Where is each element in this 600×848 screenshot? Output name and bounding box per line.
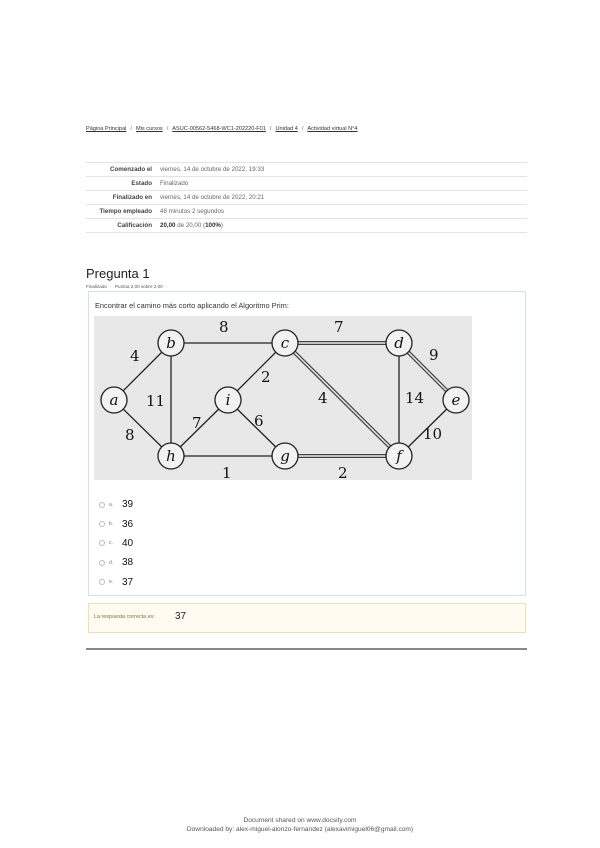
answer-option[interactable] (99, 573, 133, 592)
graph-node-label: a (109, 391, 119, 409)
question-state: Finalizado (86, 284, 107, 289)
graph-node-label: c (280, 334, 290, 352)
graph-weight: 9 (429, 346, 439, 364)
graph-weight: 7 (192, 414, 202, 432)
summary-row-time (86, 205, 527, 219)
breadcrumb-unit-link[interactable]: Unidad 4 (275, 126, 298, 132)
grade-suffix: de 20,00 ( (177, 222, 206, 229)
summary-label: Estado (131, 180, 152, 187)
radio-icon[interactable] (99, 540, 105, 546)
graph-node-label: g (280, 447, 290, 465)
graph-node-label: i (225, 391, 231, 409)
grade-close: ) (220, 222, 223, 229)
radio-icon[interactable] (99, 579, 105, 585)
radio-icon[interactable] (99, 560, 105, 566)
summary-value: viernes, 14 de octubre de 2022, 19:33 (160, 166, 265, 173)
graph-weight: 10 (423, 425, 443, 443)
answer-option[interactable] (99, 514, 133, 533)
attempt-summary-table (86, 162, 527, 233)
graph-weight: 2 (261, 368, 271, 386)
answer-list (99, 495, 133, 592)
feedback-label: La respuesta correcta es: (94, 614, 155, 620)
breadcrumb-separator: / (301, 126, 304, 132)
answer-option[interactable] (99, 553, 133, 572)
answer-value: 38 (122, 557, 134, 569)
summary-row-grade (86, 219, 527, 233)
breadcrumb-home-link[interactable]: Página Principal (86, 126, 127, 132)
answer-option[interactable] (99, 534, 133, 553)
graph-node-label: b (166, 334, 176, 352)
graph-weight: 2 (338, 464, 348, 480)
question-points: Puntúa 2,00 sobre 2,00 (114, 284, 163, 289)
answer-letter: d. (109, 559, 114, 566)
graph-weight: 1 (222, 464, 232, 480)
graph-weight: 4 (318, 389, 328, 407)
answer-value: 40 (122, 537, 134, 549)
answer-value: 36 (122, 518, 134, 530)
graph-node-label: e (451, 391, 461, 409)
graph-weight: 8 (125, 426, 135, 444)
summary-value: viernes, 14 de octubre de 2022, 20:21 (160, 194, 265, 201)
breadcrumb-activity-link[interactable]: Actividad virtual N°4 (307, 126, 358, 132)
radio-icon[interactable] (99, 502, 105, 508)
grade-score: 20,00 (160, 222, 176, 229)
answer-letter: c. (109, 540, 113, 547)
summary-label: Finalizado en (112, 194, 152, 201)
graph-node-label: f (396, 447, 402, 465)
summary-label: Tiempo empleado (99, 208, 152, 215)
answer-letter: e. (109, 579, 114, 586)
answer-option[interactable] (99, 495, 133, 514)
grade-percent: 100% (205, 222, 221, 229)
summary-row-finished (86, 191, 527, 205)
breadcrumb-separator: / (130, 126, 132, 132)
summary-value: Finalizado (160, 180, 189, 187)
breadcrumb-separator: / (269, 126, 272, 132)
question-info (86, 284, 171, 289)
answer-letter: b. (109, 521, 114, 528)
breadcrumb-course-link[interactable]: ASUC-00562-5468-WC1-202220-F01 (172, 126, 266, 132)
radio-icon[interactable] (99, 521, 105, 527)
breadcrumb-courses-link[interactable]: Mis cursos (136, 126, 163, 132)
graph-weight: 14 (405, 389, 425, 407)
feedback-value: 37 (175, 611, 187, 622)
summary-label: Calificación (117, 222, 152, 229)
summary-label: Comenzado el (110, 166, 152, 173)
breadcrumb-separator: / (166, 126, 169, 132)
question-text: Encontrar el camino más corto aplicando el Algoritmo Prim: (95, 301, 289, 310)
feedback-box (88, 603, 526, 633)
answer-letter: a. (109, 501, 114, 508)
footer-downloaded: Downloaded by: alex-miguel-alonzo-fernandez (alexavimiguel06@gmail.com) (186, 826, 414, 833)
graph-image (94, 316, 472, 480)
graph-node-label: h (166, 447, 176, 465)
section-divider (86, 648, 527, 650)
footer-shared: Document shared on www.docsity.com (243, 817, 357, 824)
graph-weight: 7 (334, 318, 344, 336)
graph-weight: 8 (219, 318, 229, 336)
question-title: Pregunta 1 (86, 266, 150, 281)
summary-row-started (86, 163, 527, 177)
question-box (88, 291, 526, 596)
answer-value: 37 (122, 576, 134, 588)
graph-weight: 11 (146, 392, 166, 410)
grade-value (157, 219, 527, 233)
answer-value: 39 (122, 499, 134, 511)
graph-weight: 4 (130, 347, 140, 365)
summary-row-state (86, 177, 527, 191)
graph-node-label: d (394, 334, 404, 352)
breadcrumb (86, 126, 358, 132)
graph-weight: 6 (254, 412, 264, 430)
summary-value: 48 minutos 2 segundos (160, 208, 224, 215)
